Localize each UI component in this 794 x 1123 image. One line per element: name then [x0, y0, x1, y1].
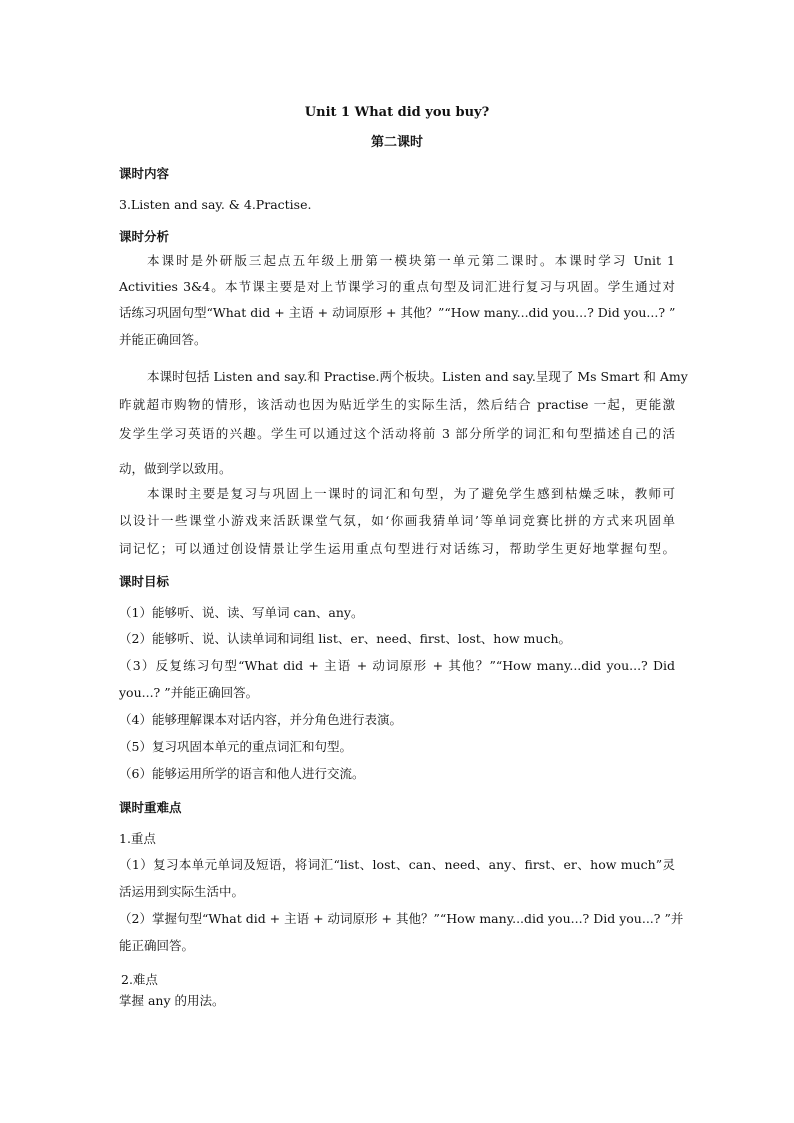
analysis-p1-line: 话练习巩固句型“What did + 主语 + 动词原形 + 其他？”“How many...did you...? Did you...? ”: [119, 305, 676, 320]
objective-item: （1）能够听、说、读、写单词 can、any。: [119, 605, 364, 620]
analysis-p1-line: 本课时是外研版三起点五年级上册第一模块第一单元第二课时。本课时学习 Unit 1: [147, 253, 675, 268]
focus-item: （1）复习本单元单词及短语，将词汇“list、lost、can、need、any、first、er、how much”灵: [119, 857, 675, 872]
focus-item: 活运用到实际生活中。: [119, 884, 245, 899]
difficulty-text: 掌握 any 的用法。: [119, 993, 225, 1008]
analysis-p2-line: 本课时包括 Listen and say.和 Practise.两个板块。Listen and say.呈现了 Ms Smart 和 Amy: [147, 369, 688, 384]
difficulty-label: 2.难点: [121, 972, 158, 987]
document-subtitle: 第二课时: [370, 135, 423, 150]
objective-item: （3）反复练习句型“What did + 主语 + 动词原形 + 其他？”“How many...did you...? Did: [119, 658, 675, 673]
analysis-p2-line: 动，做到学以致用。: [119, 461, 232, 476]
objective-item: （6）能够运用所学的语言和他人进行交流。: [119, 766, 365, 781]
analysis-p1-line: 并能正确回答。: [119, 332, 207, 347]
focus-item: 能正确回答。: [119, 938, 195, 953]
focus-label: 1.重点: [119, 831, 156, 846]
section-heading-content: 课时内容: [119, 166, 170, 181]
analysis-p3-line: 词记忆；可以通过创设情景让学生运用重点句型进行对话练习，帮助学生更好地掌握句型。: [119, 541, 675, 556]
objective-item: （2）能够听、说、认读单词和词组 list、er、need、first、lost、how much。: [119, 631, 571, 646]
analysis-p3-line: 本课时主要是复习与巩固上一课时的词汇和句型，为了避免学生感到枯燥乏味，教师可: [147, 486, 675, 501]
analysis-p1-line: Activities 3&4。本节课主要是对上节课学习的重点句型及词汇进行复习与巩固。学生通过对: [119, 279, 675, 294]
objective-item: you...? ”并能正确回答。: [119, 685, 259, 700]
document-title: Unit 1 What did you buy?: [304, 105, 490, 120]
analysis-p2-line: 昨就超市购物的情形，该活动也因为贴近学生的实际生活，然后结合 practise 一起，更能激: [119, 397, 675, 412]
analysis-p3-line: 以设计一些课堂小游戏来活跃课堂气氛，如‘你画我猜单词’等单词竞赛比拼的方式来巩固单: [119, 513, 675, 528]
analysis-p2-line: 发学生学习英语的兴趣。学生可以通过这个活动将前 3 部分所学的词汇和句型描述自己的活: [119, 426, 675, 441]
focus-item: （2）掌握句型“What did + 主语 + 动词原形 + 其他？”“How many...did you...? Did you...? ”并: [119, 911, 684, 926]
objective-item: （5）复习巩固本单元的重点词汇和句型。: [119, 739, 352, 754]
section-heading-key-points: 课时重难点: [119, 800, 182, 815]
section-heading-analysis: 课时分析: [119, 229, 170, 244]
section-heading-objectives: 课时目标: [119, 574, 170, 589]
objective-item: （4）能够理解课本对话内容，并分角色进行表演。: [119, 712, 402, 727]
content-text: 3.Listen and say. & 4.Practise.: [119, 197, 312, 212]
